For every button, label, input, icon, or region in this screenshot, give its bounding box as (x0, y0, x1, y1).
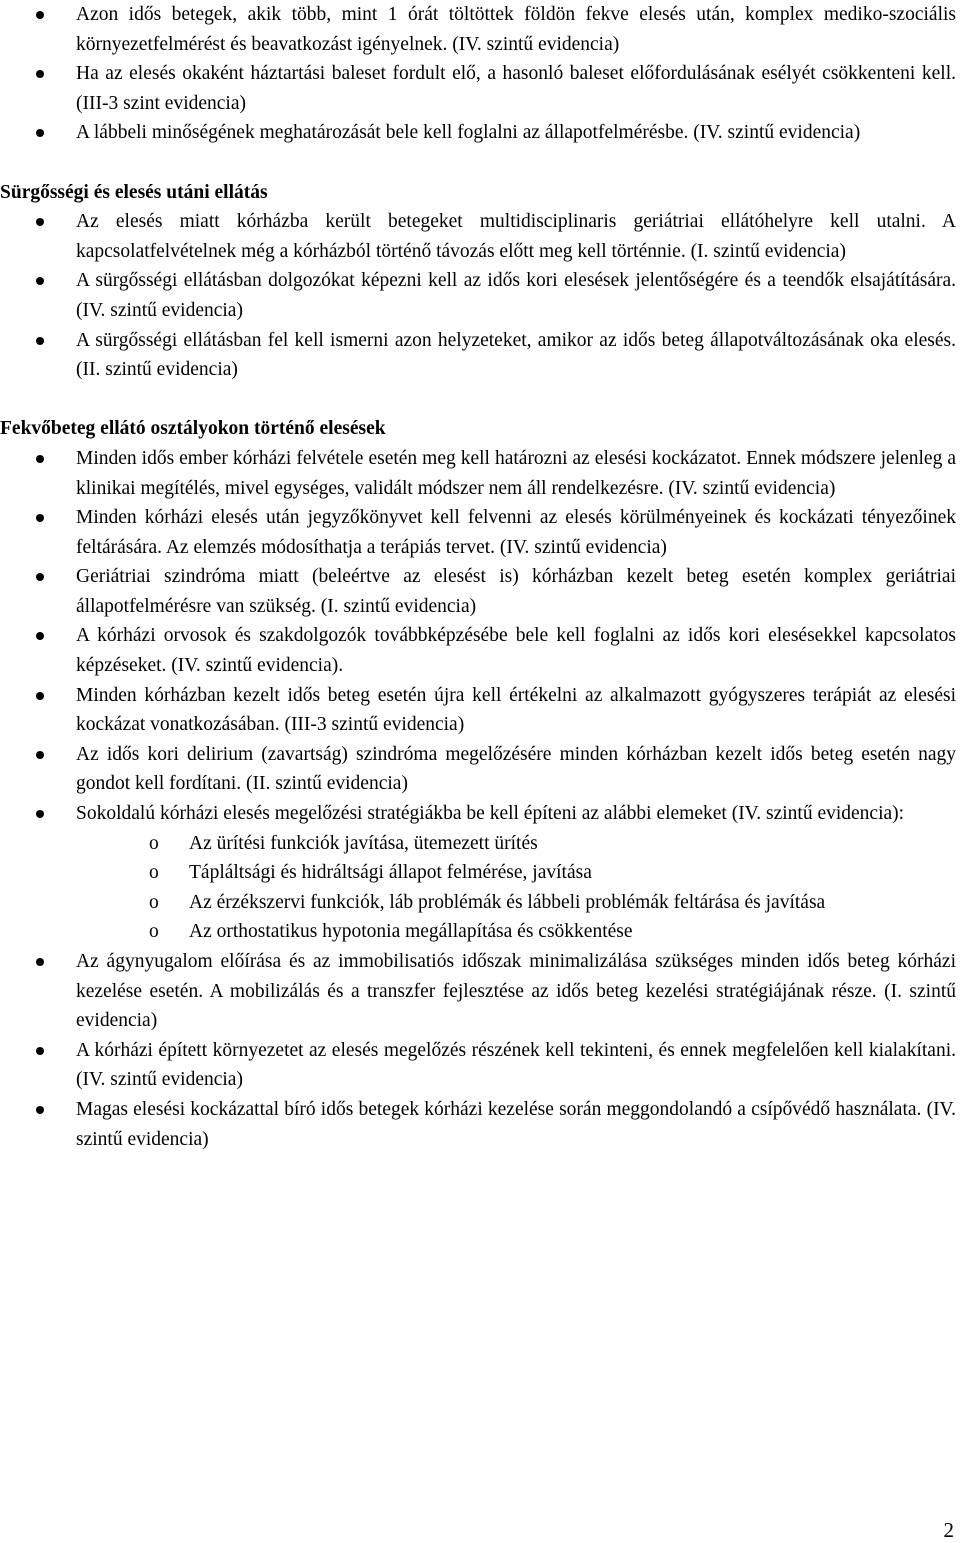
bullet-icon (36, 129, 44, 137)
sub-list-item: o Az ürítési funkciók javítása, ütemezett ürítés (0, 829, 956, 859)
bullet-icon (36, 218, 44, 226)
list-item: Magas elesési kockázattal bíró idős betegek kórházi kezelése során meggondolandó a csípővédő használata. (IV. szintű evidencia) (0, 1095, 956, 1154)
bullet-icon (36, 455, 44, 463)
section3-list (0, 444, 956, 1154)
list-item: Az idős kori delirium (zavartság) szindróma megelőzésére minden kórházban kezelt idős beteg esetén nagy gondot kell fordítani. (II. szintű evidencia) (0, 740, 956, 799)
spacer (0, 148, 956, 178)
bullet-icon (36, 1106, 44, 1114)
bullet-icon (36, 11, 44, 19)
list-item: A kórházi épített környezetet az elesés megelőzés részének kell tekinteni, és ennek megfelelően kell kialakítani. (IV. szintű evidencia) (0, 1036, 956, 1095)
section-heading-inpatient: Fekvőbeteg ellátó osztályokon történő elesések (0, 418, 386, 440)
sub-list (76, 829, 956, 947)
list-item: Azon idős betegek, akik több, mint 1 órát töltöttek földön fekve elesés után, komplex mediko-szociális környezetfelmérést és beavatkozást igényelnek. (IV. szintű evidencia) (0, 0, 956, 59)
list-item: Minden idős ember kórházi felvétele esetén meg kell határozni az elesési kockázatot. Ennek módszere jelenleg a klinikai megítélés, mivel egységes, validált módszer nem áll rendelkezésre. (IV. szintű evidencia) (0, 444, 956, 503)
list-item: A lábbeli minőségének meghatározását bele kell foglalni az állapotfelmérésbe. (IV. szintű evidencia) (0, 118, 956, 148)
list-item: Minden kórházban kezelt idős beteg esetén újra kell értékelni az alkalmazott gyógyszeres terápiát az elesési kockázat vonatkozásában. (III-3 szintű evidencia) (0, 681, 956, 740)
section2-list (0, 207, 956, 385)
list-item: Sokoldalú kórházi elesés megelőzési stratégiákba be kell építeni az alábbi elemeket (IV. szintű evidencia): o Az ürítési funkciók javítása, ütemezett ürítés o Tápláltsági és hidráltsági állapot felmérése, javítása o Az érzékszervi funkciók, láb problémák és lábbeli problémák feltárása és javítása o Az orthostatikus hypotonia megállapítása és csökkentése (0, 799, 956, 947)
sub-bullet-marker: o (149, 862, 159, 884)
bullet-icon (36, 277, 44, 285)
sub-bullet-marker: o (149, 921, 159, 943)
list-item: Minden kórházi elesés után jegyzőkönyvet kell felvenni az elesés körülményeinek és kockázati tényezőinek feltárására. Az elemzés módosíthatja a terápiás tervet. (IV. szintű evidencia) (0, 503, 956, 562)
bullet-icon (36, 514, 44, 522)
list-item: Ha az elesés okaként háztartási baleset fordult elő, a hasonló baleset előfordulásának esélyét csökkenteni kell. (III-3 szint evidencia) (0, 59, 956, 118)
sub-list-item: o Az érzékszervi funkciók, láb problémák és lábbeli problémák feltárása és javítása (0, 888, 956, 918)
section-heading-emergency: Sürgősségi és elesés utáni ellátás (0, 181, 268, 203)
bullet-icon (36, 810, 44, 818)
bullet-icon (36, 692, 44, 700)
list-item: Az elesés miatt kórházba került betegeket multidisciplinaris geriátriai ellátóhelyre kell utalni. A kapcsolatfelvételnek még a kórházból történő távozás előtt meg kell történnie. (I. szintű evidencia) (0, 207, 956, 266)
page-number: 2 (943, 1518, 954, 1542)
bullet-icon (36, 70, 44, 78)
bullet-icon (36, 573, 44, 581)
bullet-icon (36, 751, 44, 759)
sub-list-item: o Tápláltsági és hidráltsági állapot felmérése, javítása (0, 858, 956, 888)
bullet-icon (36, 958, 44, 966)
section1-list (0, 0, 956, 148)
spacer (0, 385, 956, 415)
sub-bullet-marker: o (149, 832, 159, 854)
list-item: Geriátriai szindróma miatt (beleértve az elesést is) kórházban kezelt beteg esetén komplex geriátriai állapotfelmérésre van szükség. (I. szintű evidencia) (0, 562, 956, 621)
sub-list-item: o Az orthostatikus hypotonia megállapítása és csökkentése (0, 917, 956, 947)
bullet-icon (36, 1047, 44, 1055)
bullet-icon (36, 632, 44, 640)
list-item: A kórházi orvosok és szakdolgozók továbbképzésébe bele kell foglalni az idős kori elesésekkel kapcsolatos képzéseket. (IV. szintű evidencia). (0, 621, 956, 680)
list-item: A sürgősségi ellátásban dolgozókat képezni kell az idős kori elesések jelentőségére és a teendők elsajátítására. (IV. szintű evidencia) (0, 266, 956, 325)
list-item: A sürgősségi ellátásban fel kell ismerni azon helyzeteket, amikor az idős beteg állapotváltozásának oka elesés. (II. szintű evidencia) (0, 326, 956, 385)
sub-bullet-marker: o (149, 891, 159, 913)
bullet-icon (36, 337, 44, 345)
list-item: Az ágynyugalom előírása és az immobilisatiós időszak minimalizálása szükséges minden idős beteg kórházi kezelése esetén. A mobilizálás és a transzfer fejlesztése az idős beteg kezelési stratégiájának része. (I. szintű evidencia) (0, 947, 956, 1036)
